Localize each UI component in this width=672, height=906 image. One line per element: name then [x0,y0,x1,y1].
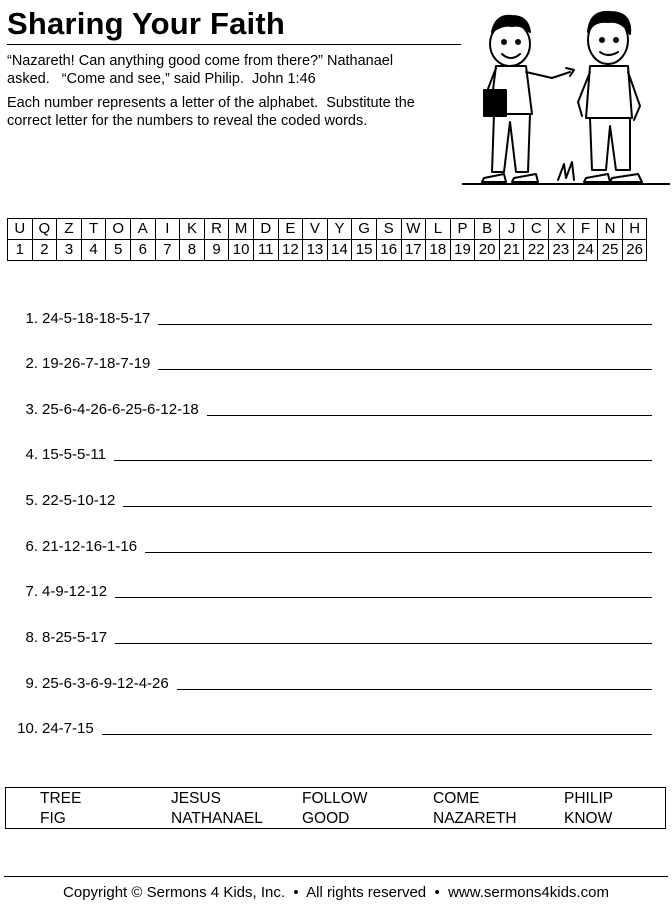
footer-divider [4,876,668,877]
word-bank [5,787,666,829]
puzzle-number: 10. [17,720,38,737]
word-bank-word: FOLLOW [302,790,368,807]
key-letter: I [155,219,180,240]
answer-line[interactable] [102,734,652,735]
puzzle-code: 19-26-7-18-7-19 [42,355,151,372]
key-number: 20 [475,240,500,261]
answer-line[interactable] [115,643,652,644]
word-bank-word: NAZARETH [433,810,517,827]
answer-line[interactable] [207,415,652,416]
answer-line[interactable] [177,689,652,690]
key-letter: U [8,219,33,240]
key-number: 25 [598,240,623,261]
puzzle-number: 8. [25,629,38,646]
key-number: 11 [253,240,278,261]
instructions-line-2: correct letter for the numbers to reveal the coded words. [7,113,368,129]
puzzle-code: 22-5-10-12 [42,492,116,509]
key-letter: V [303,219,328,240]
puzzle-number: 5. [25,492,38,509]
key-letter: O [106,219,131,240]
word-bank-word: NATHANAEL [171,810,263,827]
puzzle-code: 25-6-3-6-9-12-4-26 [42,675,169,692]
key-number: 16 [376,240,401,261]
key-number: 3 [57,240,82,261]
key-letter: B [475,219,500,240]
key-letter: W [401,219,426,240]
key-letter: Q [32,219,57,240]
word-bank-word: PHILIP [564,790,614,807]
two-boys-illustration [462,2,670,190]
key-number: 18 [426,240,451,261]
puzzle-code: 25-6-4-26-6-25-6-12-18 [42,401,199,418]
puzzle-number: 2. [25,355,38,372]
puzzle-number: 6. [25,538,38,555]
puzzle-code: 8-25-5-17 [42,629,108,646]
key-number: 13 [303,240,328,261]
puzzle-code: 4-9-12-12 [42,583,108,600]
title-underline [7,44,461,45]
instructions [7,94,467,130]
key-letter: K [180,219,205,240]
key-number: 12 [278,240,303,261]
key-letter: C [524,219,549,240]
puzzle-number: 1. [25,310,38,327]
puzzle-item [8,439,652,463]
key-letter: S [376,219,401,240]
key-letter: D [253,219,278,240]
puzzle-item [8,668,652,692]
word-bank-word: FIG [40,810,66,827]
key-number: 4 [81,240,106,261]
key-letter: X [549,219,574,240]
quote-line-1: “Nazareth! Can anything good come from there?” Nathanael [7,53,394,69]
scripture-quote [7,52,467,88]
puzzle-number: 9. [25,675,38,692]
key-number: 9 [204,240,229,261]
key-letter: L [426,219,451,240]
key-number: 6 [130,240,155,261]
key-number: 19 [450,240,475,261]
key-letter: N [598,219,623,240]
puzzle-item [8,713,652,737]
word-bank-word: TREE [40,790,82,807]
page-title: Sharing Your Faith [7,6,286,41]
key-number: 7 [155,240,180,261]
key-letters-row [8,219,647,240]
key-letter: E [278,219,303,240]
key-number: 8 [180,240,205,261]
answer-line[interactable] [123,506,652,507]
key-number: 15 [352,240,377,261]
puzzle-number: 3. [25,401,38,418]
key-number: 17 [401,240,426,261]
cipher-key-table [7,218,647,261]
key-number: 14 [327,240,352,261]
puzzle-item [8,485,652,509]
key-number: 23 [549,240,574,261]
puzzle-item [8,303,652,327]
instructions-line-1: Each number represents a letter of the alphabet. Substitute the [7,95,415,111]
key-number: 1 [8,240,33,261]
answer-line[interactable] [115,597,652,598]
answer-line[interactable] [158,369,652,370]
key-letter: Y [327,219,352,240]
key-letter: J [499,219,524,240]
puzzle-item [8,348,652,372]
key-number: 24 [573,240,598,261]
puzzle-code: 24-7-15 [42,720,94,737]
word-bank-word: JESUS [171,790,221,807]
copyright-footer: Copyright © Sermons 4 Kids, Inc. • All rights reserved • www.sermons4kids.com [63,884,609,901]
puzzle-code: 24-5-18-18-5-17 [42,310,151,327]
key-letter: A [130,219,155,240]
key-letter: P [450,219,475,240]
answer-line[interactable] [114,460,652,461]
key-number: 21 [499,240,524,261]
key-letter: F [573,219,598,240]
puzzle-item [8,622,652,646]
puzzle-number: 4. [25,446,38,463]
key-letter: M [229,219,254,240]
answer-line[interactable] [158,324,652,325]
puzzle-number: 7. [25,583,38,600]
key-numbers-row [8,240,647,261]
puzzle-item [8,576,652,600]
key-number: 26 [622,240,647,261]
key-number: 5 [106,240,131,261]
puzzle-code: 21-12-16-1-16 [42,538,138,555]
key-number: 2 [32,240,57,261]
key-letter: G [352,219,377,240]
puzzle-item [8,394,652,418]
key-letter: Z [57,219,82,240]
key-number: 22 [524,240,549,261]
puzzle-item [8,531,652,555]
word-bank-word: KNOW [564,810,613,827]
puzzle-code: 15-5-5-11 [42,446,106,463]
key-letter: T [81,219,106,240]
key-number: 10 [229,240,254,261]
key-letter: H [622,219,647,240]
word-bank-word: GOOD [302,810,350,827]
key-letter: R [204,219,229,240]
answer-line[interactable] [145,552,652,553]
quote-line-2: asked. “Come and see,” said Philip. John 1:46 [7,71,316,87]
word-bank-word: COME [433,790,480,807]
